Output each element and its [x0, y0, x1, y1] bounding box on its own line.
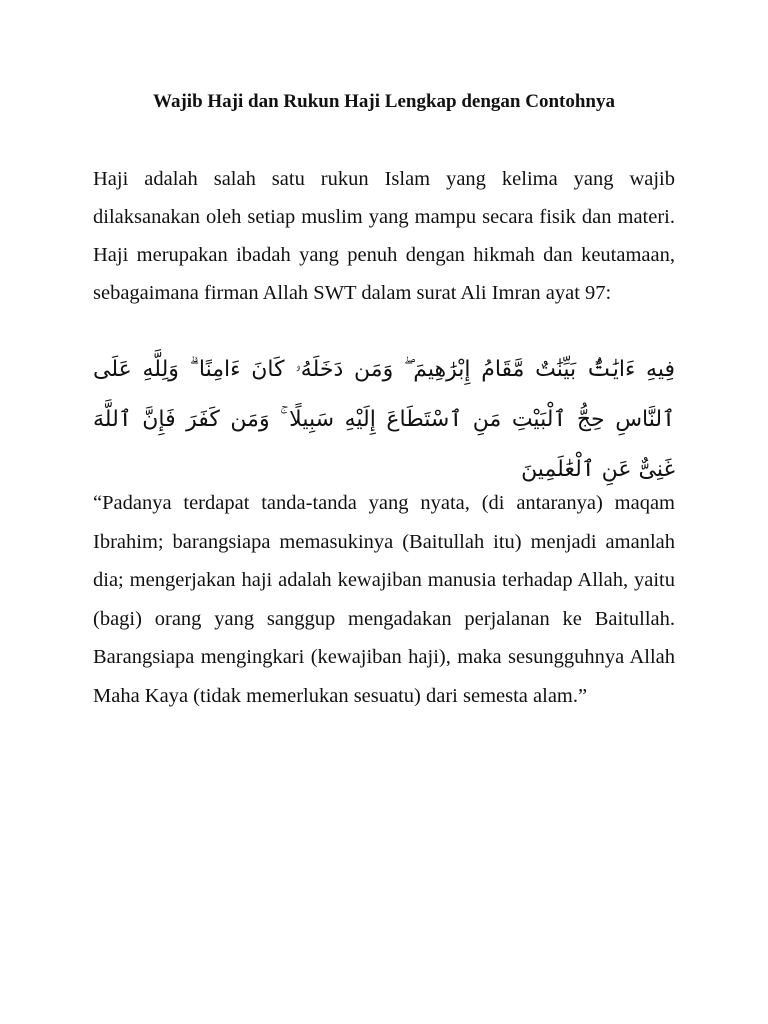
arabic-verse: فِيهِ ءَايَٰتٌۢ بَيِّنَٰتٌ مَّقَامُ إِبْرَٰهِيمَ ۖ وَمَن دَخَلَهُۥ كَانَ ءَامِنًا ۗ وَلِلَّهِ عَلَى ٱلنَّاسِ حِجُّ ٱلْبَيْتِ مَنِ ٱسْتَطَاعَ إِلَيْهِ سَبِيلًا ۚ وَمَن كَفَرَ فَإِنَّ ٱللَّهَ غَنِىٌّ عَنِ ٱلْعَٰلَمِينَ — [93, 357, 675, 482]
intro-paragraph: Haji adalah salah satu rukun Islam yang kelima yang wajib dilaksanakan oleh setiap muslim yang mampu secara fisik dan materi. Haji merupakan ibadah yang penuh dengan hikmah dan keutamaan, sebagaimana firman Allah SWT dalam surat Ali Imran ayat 97: — [93, 168, 675, 304]
translation-paragraph: “Padanya terdapat tanda-tanda yang nyata, (di antaranya) maqam Ibrahim; barangsiapa memasukinya (Baitullah itu) menjadi amanlah dia; mengerjakan haji adalah kewajiban manusia terhadap Allah, yaitu (bagi) orang yang sanggup mengadakan perjalanan ke Baitullah. Barangsiapa mengingkari (kewajiban haji), maka sesungguhnya Allah Maha Kaya (tidak memerlukan sesuatu) dari semesta alam.” — [93, 492, 675, 707]
document-title: Wajib Haji dan Rukun Haji Lengkap dengan Contohnya — [153, 91, 615, 112]
